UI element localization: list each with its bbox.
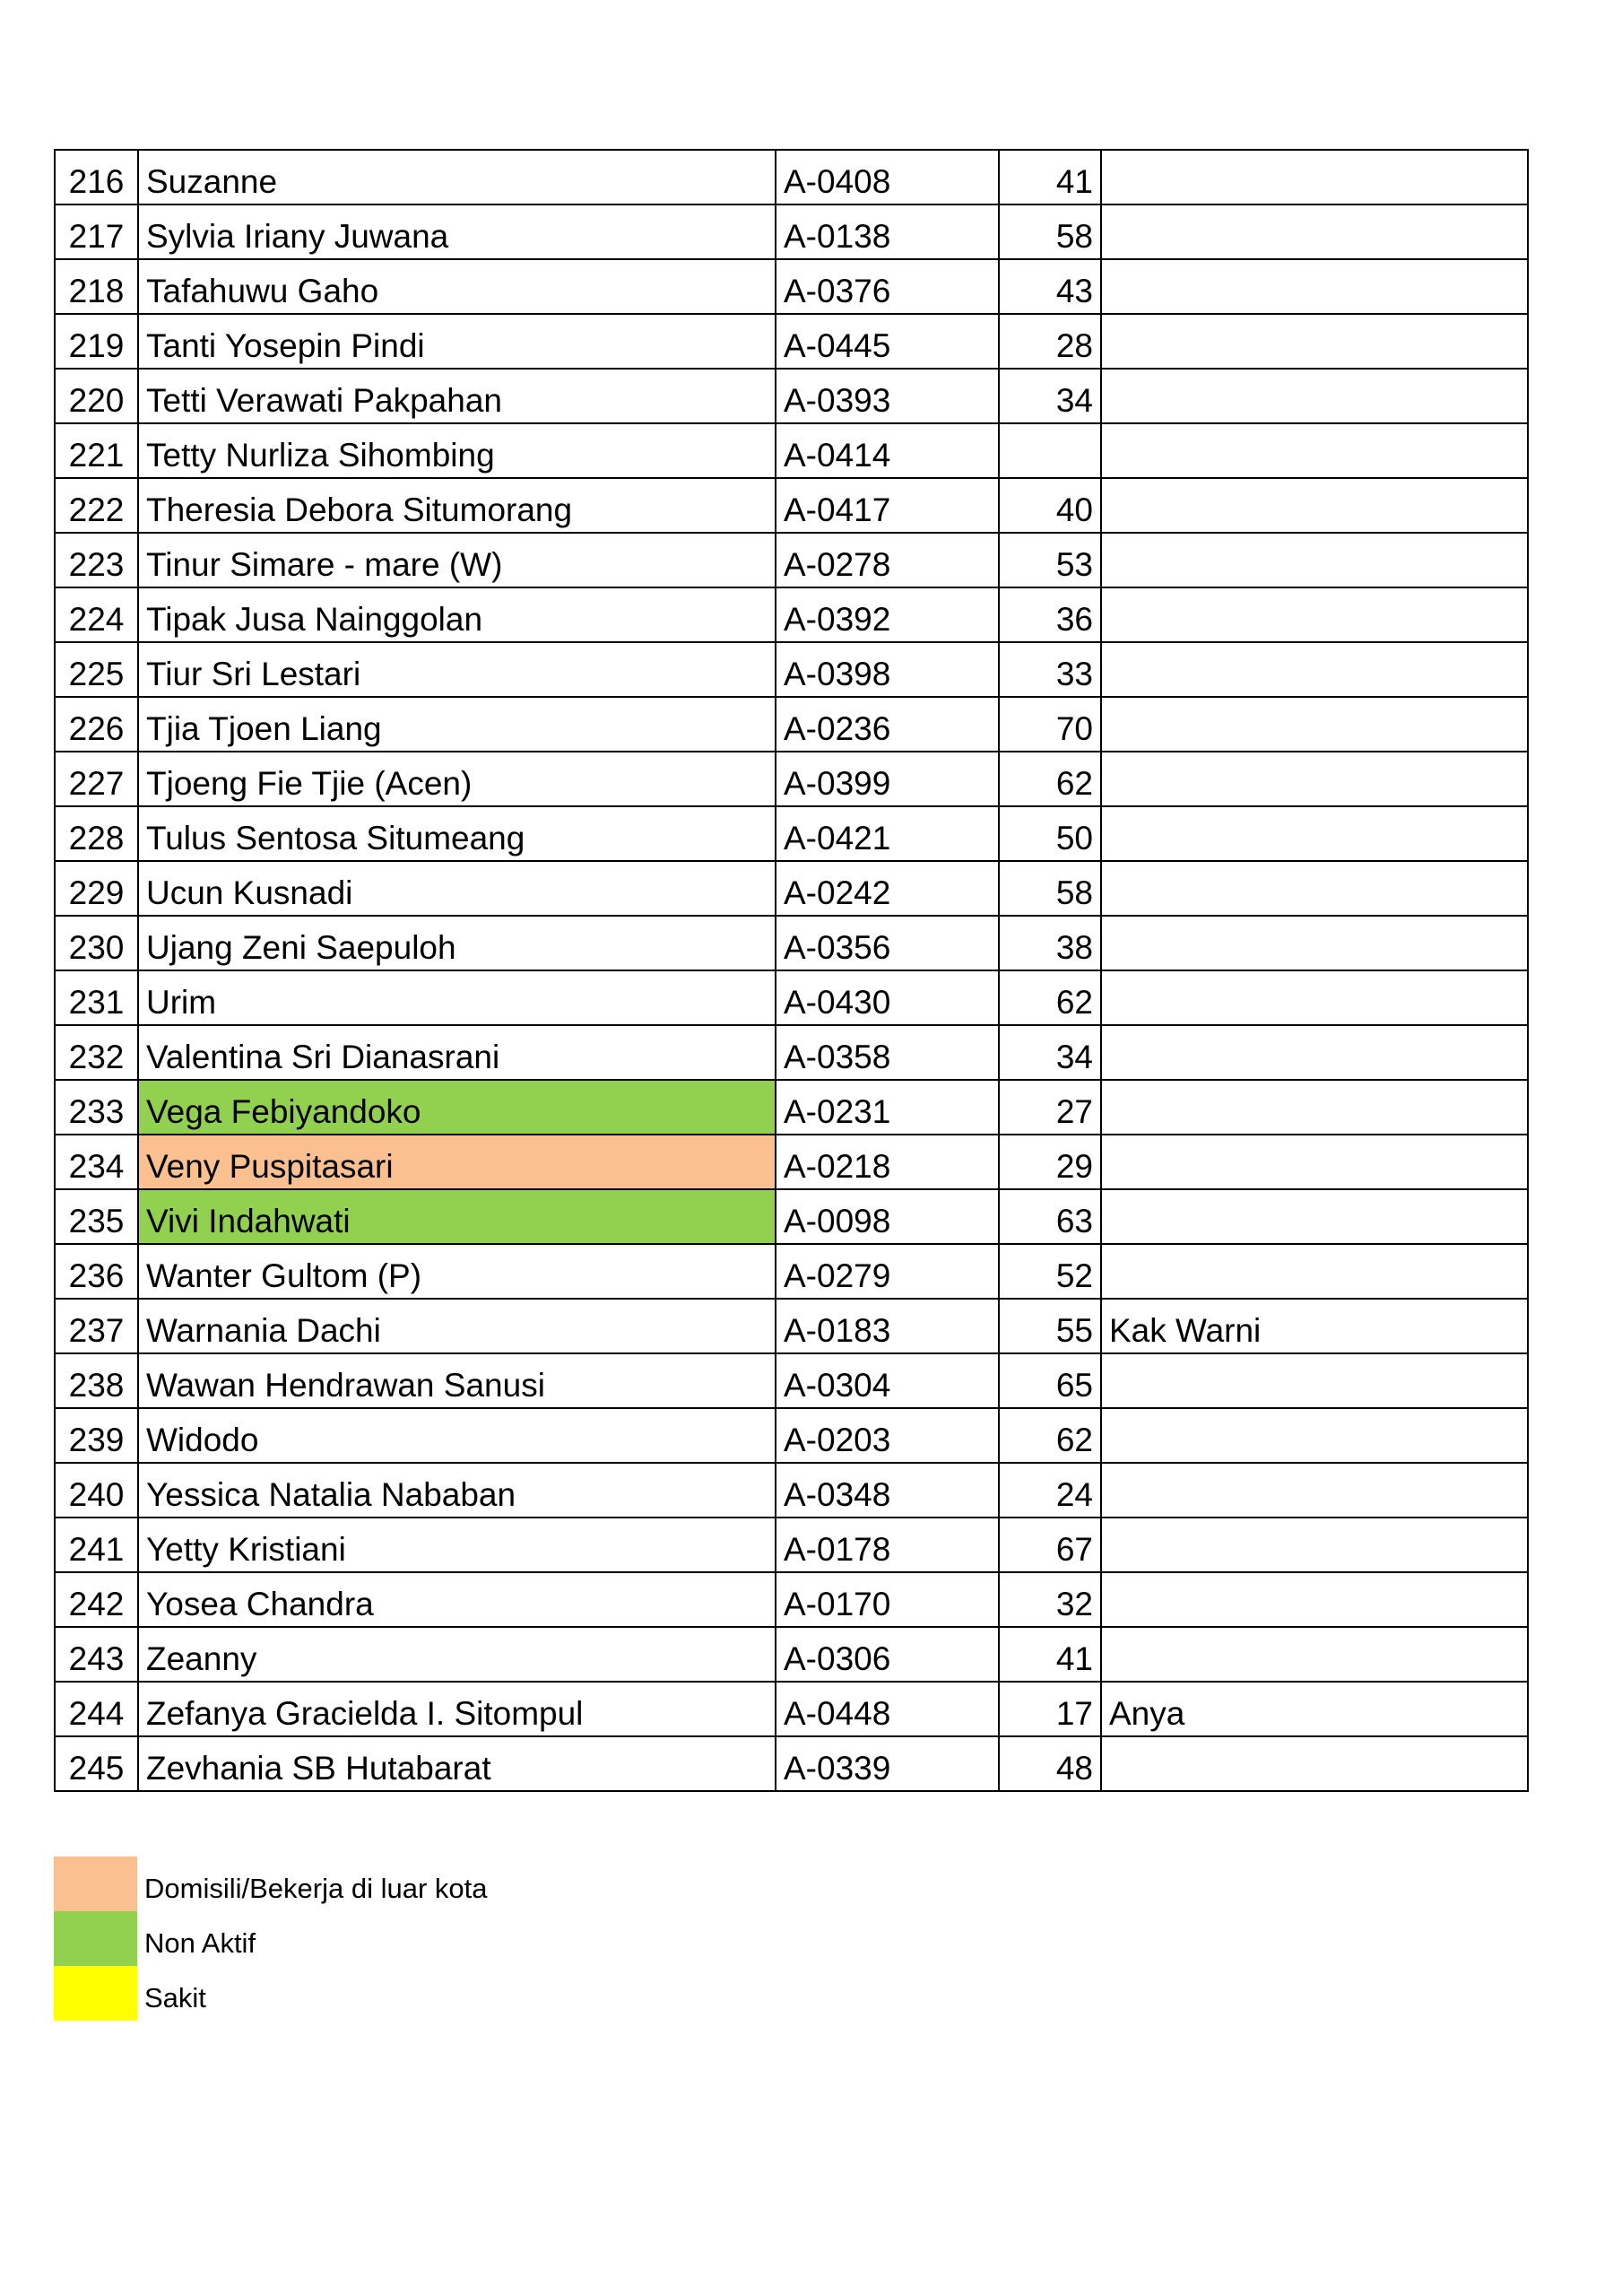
member-note-cell	[1101, 259, 1528, 314]
table-row	[55, 752, 1528, 806]
table-row	[55, 587, 1528, 642]
member-name-cell: Yetty Kristiani	[138, 1518, 776, 1572]
table-row	[55, 1572, 1528, 1627]
row-number-cell: 224	[55, 587, 138, 642]
table-row	[55, 259, 1528, 314]
member-code-cell: A-0304	[776, 1353, 999, 1408]
member-name-cell: Theresia Debora Situmorang	[138, 478, 776, 533]
member-name-cell: Tipak Jusa Nainggolan	[138, 587, 776, 642]
member-note-cell	[1101, 970, 1528, 1025]
member-name-cell: Yessica Natalia Nababan	[138, 1463, 776, 1518]
member-age-cell: 41	[999, 150, 1101, 204]
member-note-cell	[1101, 1353, 1528, 1408]
member-code-cell: A-0421	[776, 806, 999, 861]
member-age-cell: 41	[999, 1627, 1101, 1682]
member-name-cell: Zeanny	[138, 1627, 776, 1682]
member-age-cell: 48	[999, 1736, 1101, 1791]
member-age-cell: 24	[999, 1463, 1101, 1518]
table-row	[55, 1627, 1528, 1682]
member-name-cell: Urim	[138, 970, 776, 1025]
member-note-cell	[1101, 1463, 1528, 1518]
table-row	[55, 1408, 1528, 1463]
member-age-cell: 62	[999, 1408, 1101, 1463]
member-code-cell: A-0408	[776, 150, 999, 204]
row-number-cell: 223	[55, 533, 138, 587]
table-row	[55, 970, 1528, 1025]
member-note-cell	[1101, 752, 1528, 806]
member-name-cell: Tulus Sentosa Situmeang	[138, 806, 776, 861]
member-note-cell	[1101, 1572, 1528, 1627]
member-code-cell: A-0414	[776, 423, 999, 478]
member-age-cell: 28	[999, 314, 1101, 369]
member-name-cell: Tanti Yosepin Pindi	[138, 314, 776, 369]
legend-item	[54, 1857, 487, 1911]
legend-swatch	[54, 1857, 137, 1911]
row-number-cell: 216	[55, 150, 138, 204]
row-number-cell: 239	[55, 1408, 138, 1463]
member-name-cell: Tetty Nurliza Sihombing	[138, 423, 776, 478]
row-number-cell: 238	[55, 1353, 138, 1408]
table-row	[55, 1299, 1528, 1353]
member-age-cell: 34	[999, 1025, 1101, 1080]
member-name-cell: Tiur Sri Lestari	[138, 642, 776, 697]
member-code-cell: A-0339	[776, 1736, 999, 1791]
table-row	[55, 697, 1528, 752]
row-number-cell: 231	[55, 970, 138, 1025]
member-code-cell: A-0098	[776, 1189, 999, 1244]
member-name-cell: Tinur Simare - mare (W)	[138, 533, 776, 587]
member-note-cell	[1101, 587, 1528, 642]
member-name-cell: Tetti Verawati Pakpahan	[138, 369, 776, 423]
table-row	[55, 1080, 1528, 1135]
row-number-cell: 244	[55, 1682, 138, 1736]
member-code-cell: A-0392	[776, 587, 999, 642]
row-number-cell: 222	[55, 478, 138, 533]
member-table	[54, 149, 1529, 1792]
member-age-cell: 53	[999, 533, 1101, 587]
member-age-cell: 58	[999, 861, 1101, 916]
member-code-cell: A-0178	[776, 1518, 999, 1572]
member-note-cell	[1101, 150, 1528, 204]
member-name-cell: Yosea Chandra	[138, 1572, 776, 1627]
table-row	[55, 806, 1528, 861]
table-row	[55, 1353, 1528, 1408]
member-note-cell	[1101, 1025, 1528, 1080]
member-code-cell: A-0417	[776, 478, 999, 533]
member-age-cell: 62	[999, 970, 1101, 1025]
member-age-cell: 63	[999, 1189, 1101, 1244]
member-name-cell: Suzanne	[138, 150, 776, 204]
member-code-cell: A-0398	[776, 642, 999, 697]
member-age-cell: 58	[999, 204, 1101, 259]
table-row	[55, 314, 1528, 369]
member-code-cell: A-0399	[776, 752, 999, 806]
member-note-cell	[1101, 1518, 1528, 1572]
row-number-cell: 241	[55, 1518, 138, 1572]
member-note-cell	[1101, 1736, 1528, 1791]
member-name-cell: Tafahuwu Gaho	[138, 259, 776, 314]
member-code-cell: A-0430	[776, 970, 999, 1025]
row-number-cell: 242	[55, 1572, 138, 1627]
legend-label: Sakit	[144, 1981, 206, 2013]
member-code-cell: A-0279	[776, 1244, 999, 1299]
row-number-cell: 225	[55, 642, 138, 697]
row-number-cell: 226	[55, 697, 138, 752]
table-row	[55, 369, 1528, 423]
table-row	[55, 642, 1528, 697]
row-number-cell: 227	[55, 752, 138, 806]
member-note-cell	[1101, 1080, 1528, 1135]
member-name-cell: Tjoeng Fie Tjie (Acen)	[138, 752, 776, 806]
member-age-cell: 32	[999, 1572, 1101, 1627]
member-age-cell: 65	[999, 1353, 1101, 1408]
table-row	[55, 1736, 1528, 1791]
member-name-cell: Vivi Indahwati	[138, 1189, 776, 1244]
legend-item	[54, 1966, 487, 2021]
member-name-cell: Ujang Zeni Saepuloh	[138, 916, 776, 970]
row-number-cell: 245	[55, 1736, 138, 1791]
legend-item	[54, 1911, 487, 1966]
table-row	[55, 1189, 1528, 1244]
table-row	[55, 1244, 1528, 1299]
row-number-cell: 220	[55, 369, 138, 423]
member-age-cell: 29	[999, 1135, 1101, 1189]
row-number-cell: 237	[55, 1299, 138, 1353]
member-name-cell: Warnania Dachi	[138, 1299, 776, 1353]
table-row	[55, 1518, 1528, 1572]
table-row	[55, 423, 1528, 478]
legend-label: Non Aktif	[144, 1926, 256, 1959]
member-note-cell	[1101, 1627, 1528, 1682]
member-code-cell: A-0242	[776, 861, 999, 916]
member-name-cell: Zevhania SB Hutabarat	[138, 1736, 776, 1791]
member-code-cell: A-0138	[776, 204, 999, 259]
member-note-cell	[1101, 1408, 1528, 1463]
row-number-cell: 218	[55, 259, 138, 314]
member-note-cell	[1101, 642, 1528, 697]
member-note-cell	[1101, 916, 1528, 970]
table-row	[55, 150, 1528, 204]
member-name-cell: Vega Febiyandoko	[138, 1080, 776, 1135]
legend-swatch	[54, 1911, 137, 1966]
table-row	[55, 533, 1528, 587]
member-code-cell: A-0358	[776, 1025, 999, 1080]
member-age-cell	[999, 423, 1101, 478]
member-name-cell: Zefanya Gracielda I. Sitompul	[138, 1682, 776, 1736]
member-note-cell	[1101, 369, 1528, 423]
row-number-cell: 221	[55, 423, 138, 478]
member-note-cell: Anya	[1101, 1682, 1528, 1736]
member-table-body	[55, 150, 1528, 1791]
member-code-cell: A-0306	[776, 1627, 999, 1682]
table-row	[55, 1682, 1528, 1736]
member-age-cell: 52	[999, 1244, 1101, 1299]
member-note-cell	[1101, 697, 1528, 752]
member-code-cell: A-0203	[776, 1408, 999, 1463]
row-number-cell: 240	[55, 1463, 138, 1518]
member-note-cell	[1101, 1135, 1528, 1189]
row-number-cell: 233	[55, 1080, 138, 1135]
member-name-cell: Tjia Tjoen Liang	[138, 697, 776, 752]
member-code-cell: A-0170	[776, 1572, 999, 1627]
table-row	[55, 916, 1528, 970]
row-number-cell: 243	[55, 1627, 138, 1682]
member-code-cell: A-0445	[776, 314, 999, 369]
color-legend	[54, 1857, 487, 2021]
member-note-cell	[1101, 204, 1528, 259]
member-age-cell: 17	[999, 1682, 1101, 1736]
legend-swatch	[54, 1966, 137, 2021]
member-name-cell: Wanter Gultom (P)	[138, 1244, 776, 1299]
table-row	[55, 1135, 1528, 1189]
member-name-cell: Ucun Kusnadi	[138, 861, 776, 916]
table-row	[55, 861, 1528, 916]
member-age-cell: 34	[999, 369, 1101, 423]
member-note-cell	[1101, 1244, 1528, 1299]
member-age-cell: 70	[999, 697, 1101, 752]
member-age-cell: 67	[999, 1518, 1101, 1572]
row-number-cell: 234	[55, 1135, 138, 1189]
member-age-cell: 38	[999, 916, 1101, 970]
row-number-cell: 232	[55, 1025, 138, 1080]
member-code-cell: A-0236	[776, 697, 999, 752]
member-age-cell: 33	[999, 642, 1101, 697]
member-name-cell: Veny Puspitasari	[138, 1135, 776, 1189]
member-code-cell: A-0448	[776, 1682, 999, 1736]
member-age-cell: 55	[999, 1299, 1101, 1353]
row-number-cell: 219	[55, 314, 138, 369]
table-row	[55, 204, 1528, 259]
member-code-cell: A-0393	[776, 369, 999, 423]
member-note-cell: Kak Warni	[1101, 1299, 1528, 1353]
member-age-cell: 43	[999, 259, 1101, 314]
member-note-cell	[1101, 1189, 1528, 1244]
member-note-cell	[1101, 806, 1528, 861]
member-age-cell: 27	[999, 1080, 1101, 1135]
member-code-cell: A-0231	[776, 1080, 999, 1135]
member-name-cell: Sylvia Iriany Juwana	[138, 204, 776, 259]
member-note-cell	[1101, 314, 1528, 369]
member-note-cell	[1101, 478, 1528, 533]
row-number-cell: 229	[55, 861, 138, 916]
row-number-cell: 228	[55, 806, 138, 861]
member-code-cell: A-0356	[776, 916, 999, 970]
member-note-cell	[1101, 423, 1528, 478]
row-number-cell: 217	[55, 204, 138, 259]
member-name-cell: Widodo	[138, 1408, 776, 1463]
member-note-cell	[1101, 533, 1528, 587]
row-number-cell: 230	[55, 916, 138, 970]
member-code-cell: A-0218	[776, 1135, 999, 1189]
legend-label: Domisili/Bekerja di luar kota	[144, 1872, 488, 1904]
member-age-cell: 40	[999, 478, 1101, 533]
table-row	[55, 478, 1528, 533]
member-code-cell: A-0348	[776, 1463, 999, 1518]
member-note-cell	[1101, 861, 1528, 916]
member-name-cell: Wawan Hendrawan Sanusi	[138, 1353, 776, 1408]
row-number-cell: 236	[55, 1244, 138, 1299]
table-row	[55, 1025, 1528, 1080]
member-code-cell: A-0278	[776, 533, 999, 587]
member-age-cell: 62	[999, 752, 1101, 806]
member-age-cell: 50	[999, 806, 1101, 861]
table-row	[55, 1463, 1528, 1518]
member-code-cell: A-0183	[776, 1299, 999, 1353]
member-name-cell: Valentina Sri Dianasrani	[138, 1025, 776, 1080]
member-age-cell: 36	[999, 587, 1101, 642]
row-number-cell: 235	[55, 1189, 138, 1244]
member-code-cell: A-0376	[776, 259, 999, 314]
